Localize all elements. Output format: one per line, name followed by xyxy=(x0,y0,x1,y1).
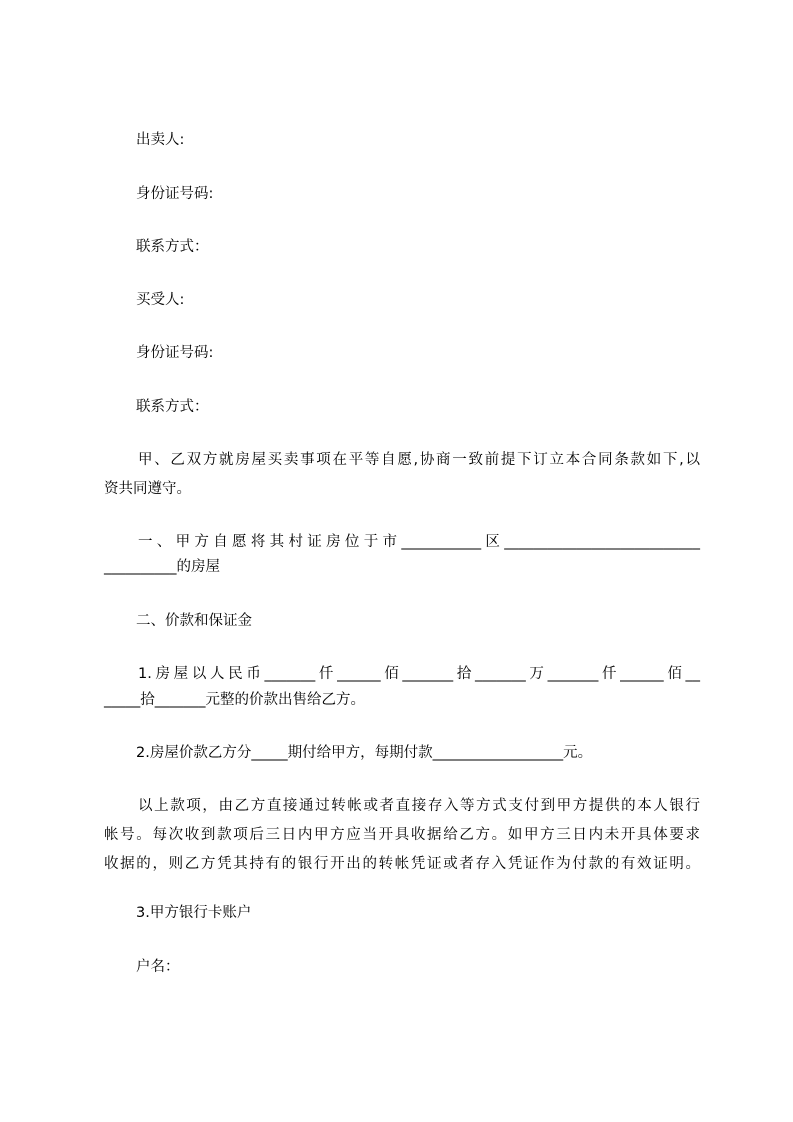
payment-paragraph-line-1: 以上款项，由乙方直接通过转帐或者直接存入等方式支付到甲方提供的本人银行 xyxy=(138,798,700,814)
buyer-id-label: 身份证号码: xyxy=(136,345,214,361)
intro-paragraph-line-2: 资共同遵守。 xyxy=(104,481,191,497)
clause-2-heading: 二、价款和保证金 xyxy=(136,613,252,629)
seller-contact-label: 联系方式： xyxy=(136,239,209,255)
clause-2-item-1-line-2: _____拾_______元整的价款出售给乙方。 xyxy=(104,692,365,708)
bank-heading: 3.甲方银行卡账户 xyxy=(136,905,252,921)
bank-account-name-label: 户名： xyxy=(136,959,180,975)
clause-2-item-2: 2.房屋价款乙方分_____期付给甲方，每期付款__________________元。 xyxy=(136,745,593,761)
seller-id-label: 身份证号码: xyxy=(136,186,214,202)
clause-1-line-1: 一、甲方自愿将其村证房位于市___________区___________________________ xyxy=(138,534,700,550)
clause-1-line-2: __________的房屋 xyxy=(104,559,220,575)
clause-2-item-1-line-1: 1.房屋以人民币_______仟______佰_______拾_______万_______仟______佰__ xyxy=(138,666,700,682)
payment-paragraph-line-3: 收据的，则乙方凭其持有的银行开出的转帐凭证或者存入凭证作为付款的有效证明。 xyxy=(104,856,700,872)
seller-label: 出卖人: xyxy=(136,132,185,148)
intro-paragraph-line-1: 甲、乙双方就房屋买卖事项在平等自愿,协商一致前提下订立本合同条款如下,以 xyxy=(138,452,700,468)
buyer-label: 买受人: xyxy=(136,292,185,308)
payment-paragraph-line-2: 帐号。每次收到款项后三日内甲方应当开具收据给乙方。如甲方三日内未开具体要求 xyxy=(104,827,700,843)
buyer-contact-label: 联系方式： xyxy=(136,399,209,415)
